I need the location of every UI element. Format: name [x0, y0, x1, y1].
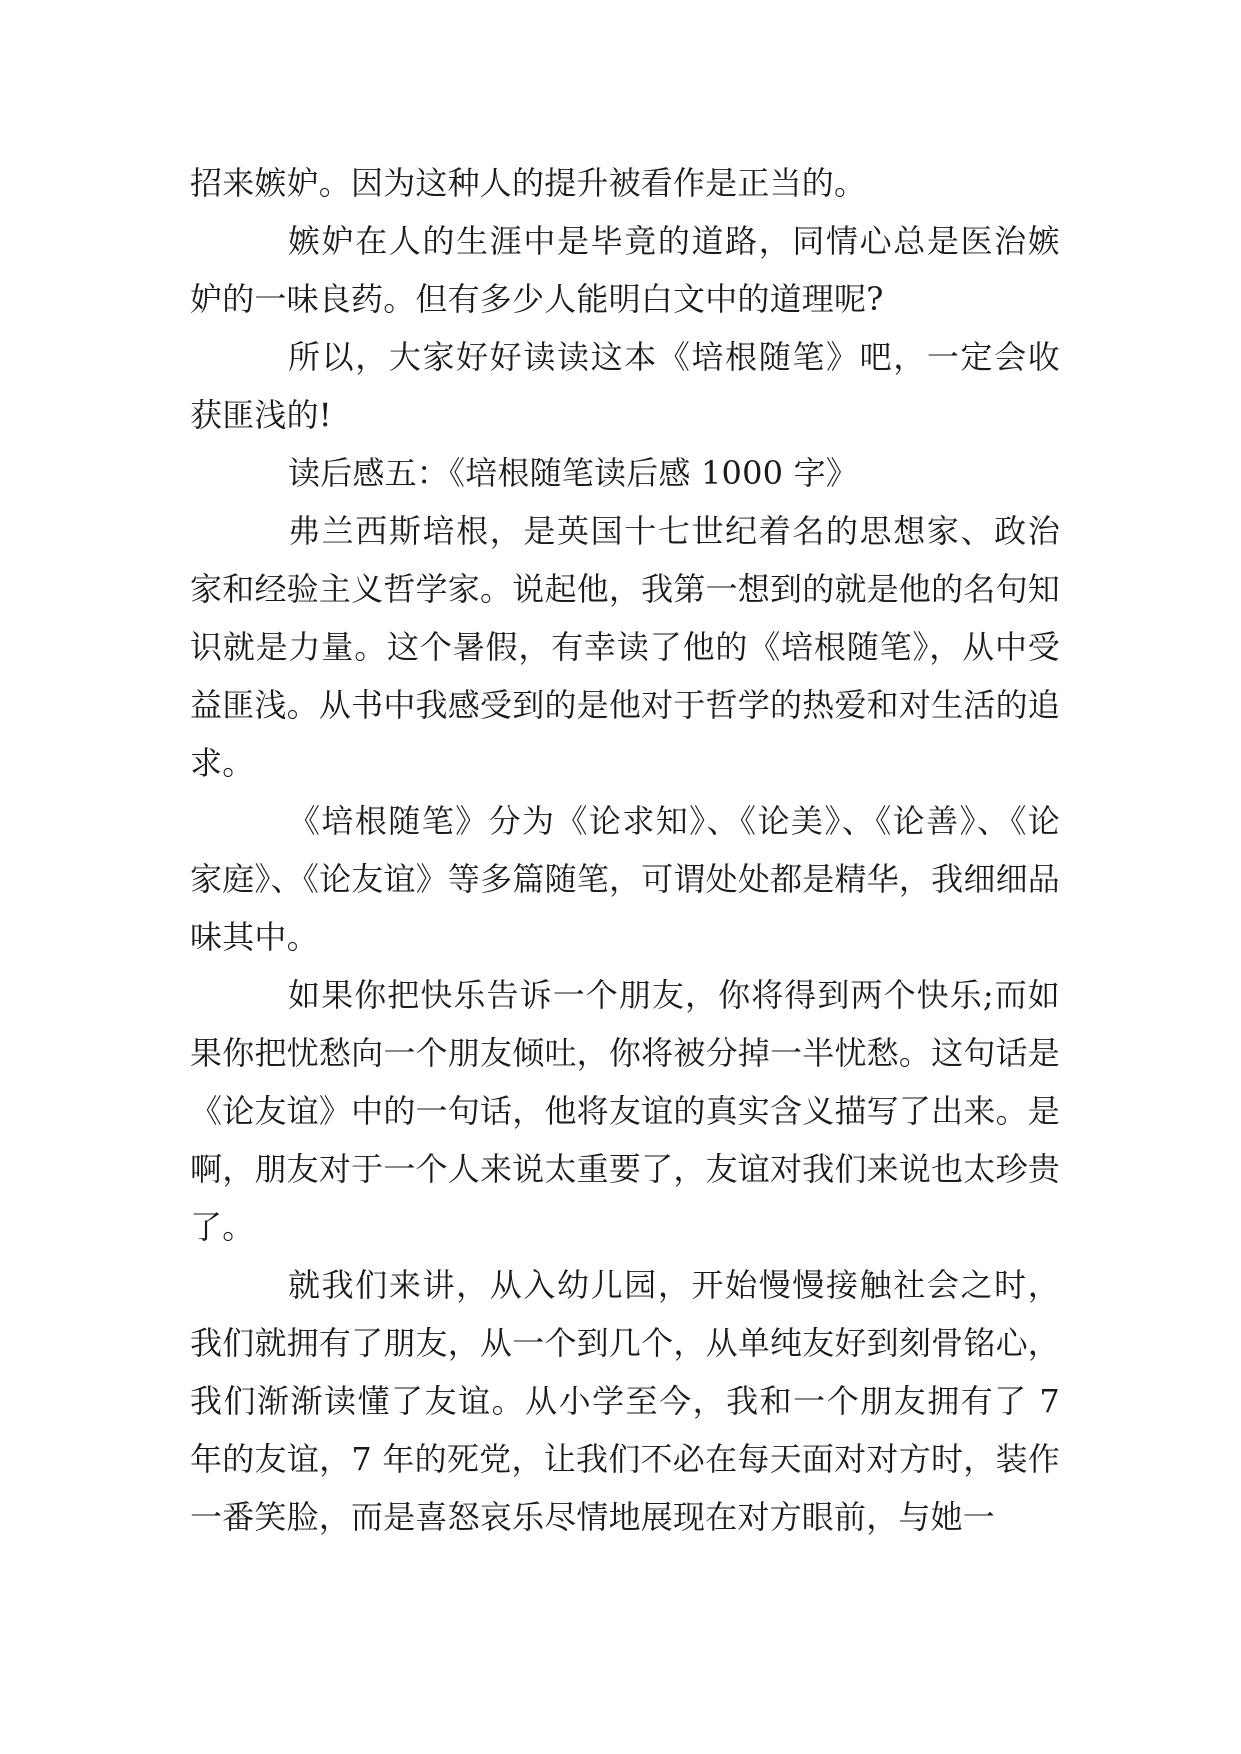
paragraph-continuation: 招来嫉妒。因为这种人的提升被看作是正当的。	[190, 164, 867, 202]
paragraph: 嫉妒在人的生涯中是毕竟的道路，同情心总是医治嫉妒的一味良药。但有多少人能明白文中的道理呢?	[190, 222, 1060, 318]
paragraph: 《培根随笔》分为《论求知》、《论美》、《论善》、《论家庭》、《论友谊》等多篇随笔，可谓处处都是精华，我细细品味其中。	[190, 802, 1060, 956]
paragraph: 所以，大家好好读读这本《培根随笔》吧，一定会收获匪浅的!	[190, 338, 1060, 434]
paragraph: 弗兰西斯培根，是英国十七世纪着名的思想家、政治家和经验主义哲学家。说起他，我第一想到的就是他的名句知识就是力量。这个暑假，有幸读了他的《培根随笔》，从中受益匪浅。从书中我感受到的是他对于哲学的热爱和对生活的追求。	[190, 512, 1060, 782]
section-heading: 读后感五：《培根随笔读后感 1000 字》	[288, 454, 858, 492]
paragraph: 就我们来讲，从入幼儿园，开始慢慢接触社会之时，我们就拥有了朋友，从一个到几个，从单纯友好到刻骨铭心，我们渐渐读懂了友谊。从小学至今，我和一个朋友拥有了 7 年的友谊，7 年的死党，让我们不必在每天面对对方时，装作一番笑脸，而是喜怒哀乐尽情地展现在对方眼前，与她一	[190, 1266, 1060, 1536]
paragraph: 如果你把快乐告诉一个朋友，你将得到两个快乐;而如果你把忧愁向一个朋友倾吐，你将被分掉一半忧愁。这句话是《论友谊》中的一句话，他将友谊的真实含义描写了出来。是啊，朋友对于一个人来说太重要了，友谊对我们来说也太珍贵了。	[190, 976, 1060, 1246]
document-body	[190, 154, 1060, 1546]
